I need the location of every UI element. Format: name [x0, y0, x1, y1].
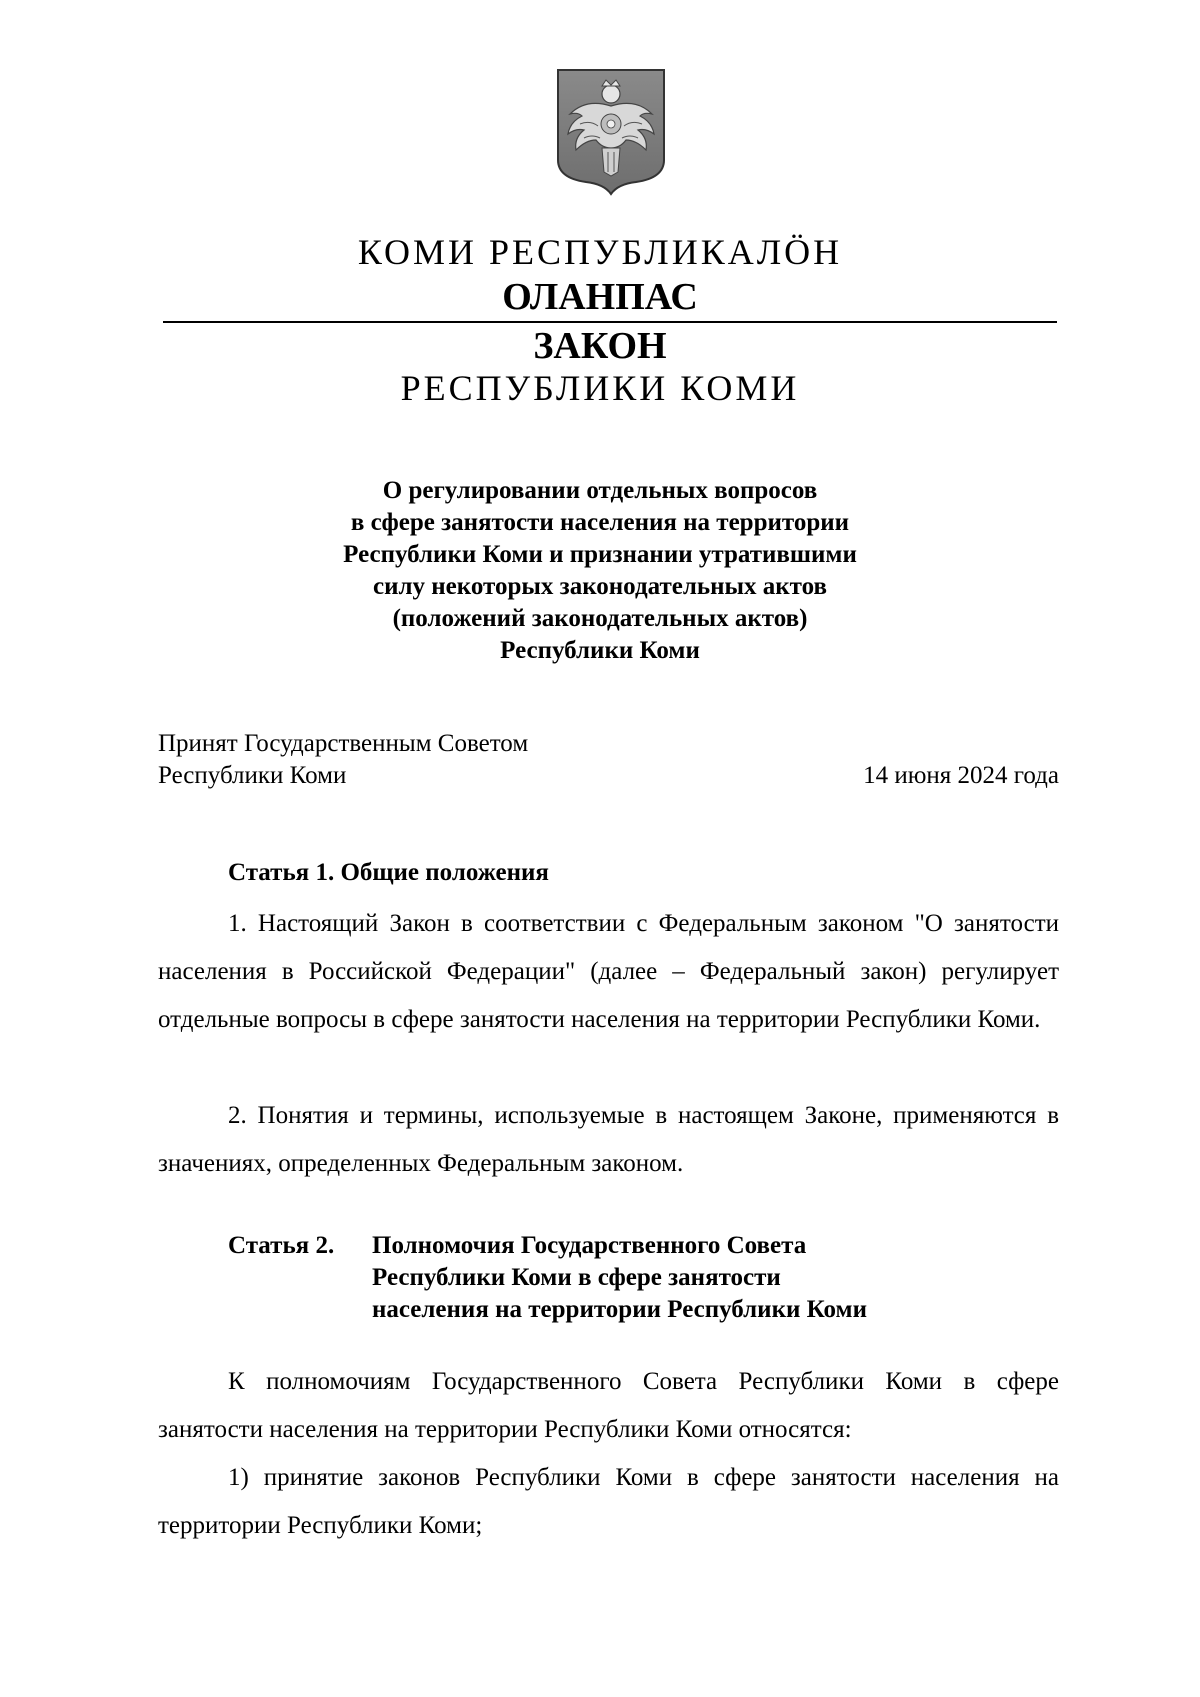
- article-2-title-line: населения на территории Республики Коми: [372, 1296, 867, 1323]
- adopted-line: Принят Государственным Советом: [158, 730, 529, 757]
- header-divider: [163, 321, 1057, 323]
- title-line: О регулировании отдельных вопросов: [382, 477, 818, 504]
- title-line: силу некоторых законодательных актов: [373, 573, 827, 600]
- adopted-by: [158, 728, 528, 792]
- article-2-title: [372, 1230, 867, 1326]
- header-komi-republic: КОМИ РЕСПУБЛИКАЛӦН: [357, 232, 843, 272]
- title-line: (положений законодательных актов): [392, 605, 808, 632]
- header-olanpas: ОЛАНПАС: [502, 276, 698, 318]
- adopted-date: 14 июня 2024 года: [863, 762, 1059, 789]
- adopted-line: Республики Коми: [158, 762, 347, 789]
- document-title: [0, 475, 1200, 667]
- article-2-paragraph-2: 1) принятие законов Республики Коми в сфере занятости населения на территории Республики Коми;: [158, 1464, 1059, 1539]
- title-line: Республики Коми: [500, 637, 700, 664]
- article-1-heading: Статья 1. Общие положения: [228, 859, 549, 886]
- article-2-number: Статья 2.: [228, 1232, 335, 1259]
- title-line: в сфере занятости населения на территории: [350, 509, 850, 536]
- header-zakon: ЗАКОН: [533, 325, 667, 367]
- article-1-paragraph-1: 1. Настоящий Закон в соответствии с Федеральным законом "О занятости населения в Российской Федерации" (далее – Федеральный закон) регулирует отдельные вопросы в сфере занятости населения на территории Республики Коми.: [158, 910, 1059, 1033]
- article-2-heading: [228, 1230, 867, 1326]
- article-2-title-line: Республики Коми в сфере занятости: [372, 1264, 781, 1291]
- article-2-title-line: Полномочия Государственного Совета: [372, 1232, 807, 1259]
- article-2-paragraph-1: К полномочиям Государственного Совета Республики Коми в сфере занятости населения на территории Республики Коми относятся:: [158, 1368, 1059, 1443]
- header-republic-komi: РЕСПУБЛИКИ КОМИ: [400, 368, 800, 408]
- coat-of-arms-icon: [556, 68, 666, 196]
- title-line: Республики Коми и признании утратившими: [343, 541, 857, 568]
- article-1-paragraph-2: 2. Понятия и термины, используемые в настоящем Законе, применяются в значениях, определенных Федеральным законом.: [158, 1102, 1059, 1177]
